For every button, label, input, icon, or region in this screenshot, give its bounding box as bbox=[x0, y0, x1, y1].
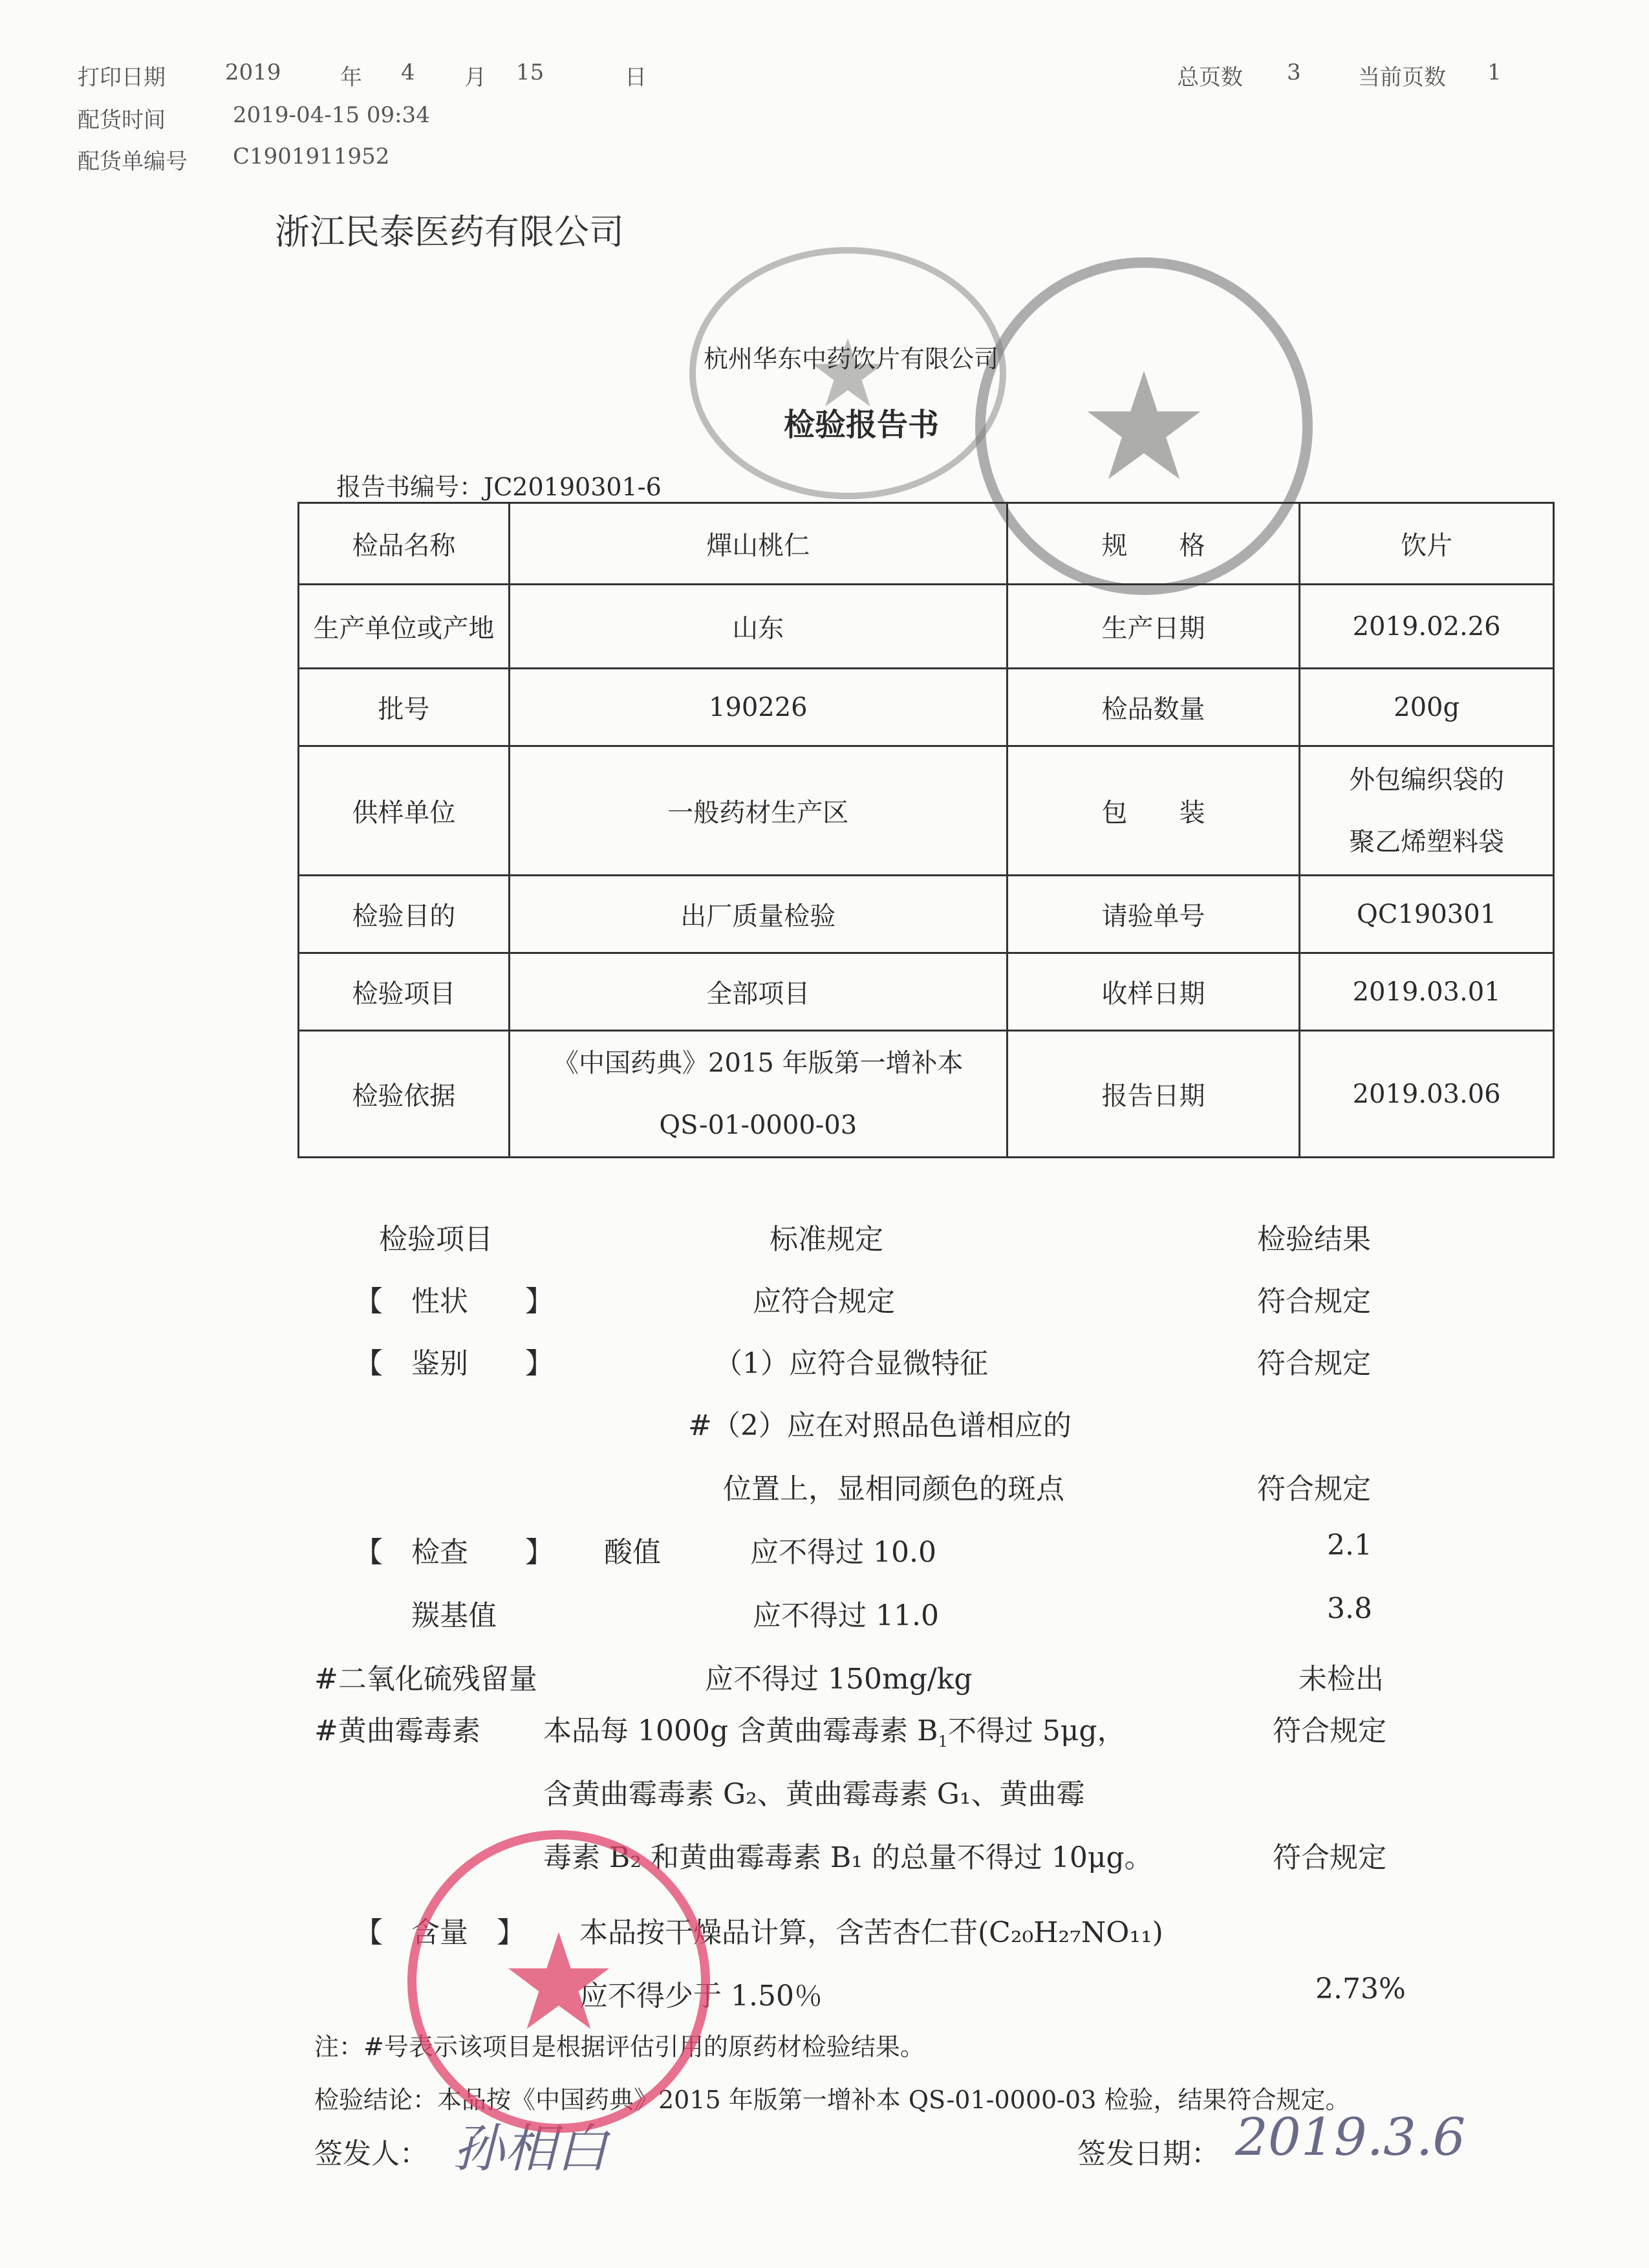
results-header-result: 检验结果 bbox=[1257, 1223, 1371, 1256]
item-acid-value: 酸值 bbox=[604, 1536, 661, 1569]
label-cell: 规 格 bbox=[1007, 503, 1300, 585]
print-month: 4 bbox=[401, 59, 415, 85]
label-cell: 检品名称 bbox=[299, 503, 510, 585]
res-aflatoxin-2: 符合规定 bbox=[1273, 1841, 1386, 1874]
std-identification-2: #（2）应在对照品色谱相应的 bbox=[688, 1409, 1072, 1442]
item-content: 【 含量 】 bbox=[354, 1916, 525, 1949]
sign-date-label: 签发日期： bbox=[1077, 2137, 1220, 2170]
value-cell: QC190301 bbox=[1300, 876, 1554, 953]
item-check: 【 检查 】 bbox=[354, 1536, 554, 1569]
basis-line-2: QS-01-0000-03 bbox=[659, 1110, 857, 1140]
star-icon bbox=[1083, 365, 1205, 488]
label-cell: 报告日期 bbox=[1007, 1031, 1300, 1158]
label-cell: 检验目的 bbox=[299, 876, 510, 953]
item-appearance: 【 性状 】 bbox=[354, 1285, 554, 1318]
company-name: 浙江民泰医药有限公司 bbox=[275, 211, 624, 252]
std-aflatoxin-2: 含黄曲霉毒素 G₂、黄曲霉毒素 G₁、黄曲霉 bbox=[543, 1778, 1085, 1811]
results-header-standard: 标准规定 bbox=[770, 1223, 883, 1256]
std-so2-residue: 应不得过 150mg/kg bbox=[705, 1663, 973, 1696]
issuer-name: 杭州华东中药饮片有限公司 bbox=[704, 345, 999, 373]
table-row bbox=[299, 503, 1554, 585]
report-title: 检验报告书 bbox=[784, 407, 940, 443]
signer-signature: 孙相白 bbox=[453, 2119, 608, 2179]
label-cell: 生产日期 bbox=[1007, 585, 1300, 669]
res-identification-2: 符合规定 bbox=[1257, 1473, 1371, 1506]
total-pages: 3 bbox=[1287, 59, 1301, 85]
res-content: 2.73% bbox=[1315, 1972, 1406, 2005]
value-cell: 2019.03.06 bbox=[1300, 1031, 1554, 1158]
print-day: 15 bbox=[516, 59, 544, 85]
table-row bbox=[299, 876, 1554, 953]
value-cell: 一般药材生产区 bbox=[509, 746, 1007, 876]
total-pages-label: 总页数 bbox=[1177, 65, 1243, 91]
label-cell: 生产单位或产地 bbox=[299, 585, 510, 669]
label-cell: 批号 bbox=[299, 669, 510, 746]
table-row bbox=[299, 1031, 1554, 1158]
delivery-no-label: 配货单编号 bbox=[78, 149, 188, 175]
item-so2-residue: #二氧化硫残留量 bbox=[314, 1663, 537, 1696]
res-acid-value: 2.1 bbox=[1327, 1529, 1372, 1562]
res-appearance: 符合规定 bbox=[1257, 1285, 1371, 1318]
std-content-2: 应不得少于 1.50％ bbox=[579, 1980, 823, 2013]
footnote: 注：#号表示该项目是根据评估引用的原药材检验结果。 bbox=[314, 2033, 925, 2061]
day-char: 日 bbox=[625, 65, 647, 91]
star-icon bbox=[504, 1927, 614, 2036]
item-carbonyl-value: 羰基值 bbox=[411, 1599, 497, 1632]
b1-subscript: 1 bbox=[938, 1732, 948, 1751]
item-identification: 【 鉴别 】 bbox=[354, 1347, 554, 1380]
sign-date: 2019.3.6 bbox=[1235, 2107, 1466, 2167]
print-year: 2019 bbox=[225, 59, 281, 85]
label-cell: 检验依据 bbox=[299, 1031, 510, 1158]
label-cell: 供样单位 bbox=[299, 746, 510, 876]
basis-line-1: 《中国药典》2015 年版第一增补本 bbox=[553, 1048, 964, 1078]
delivery-no: C1901911952 bbox=[233, 144, 390, 169]
label-cell: 包 装 bbox=[1007, 746, 1300, 876]
delivery-time: 2019-04-15 09:34 bbox=[233, 102, 430, 128]
label-cell: 收样日期 bbox=[1007, 953, 1300, 1031]
signer-label: 签发人： bbox=[314, 2137, 428, 2170]
quality-stamp-red bbox=[407, 1830, 710, 2133]
value-cell: 全部项目 bbox=[509, 953, 1007, 1031]
conclusion: 检验结论：本品按《中国药典》2015 年版第一增补本 QS-01-0000-03 检验，结果符合规定。 bbox=[314, 2086, 1350, 2114]
value-cell: 饮片 bbox=[1300, 503, 1554, 585]
value-cell: 出厂质量检验 bbox=[509, 876, 1007, 953]
std-carbonyl-value: 应不得过 11.0 bbox=[753, 1599, 939, 1632]
value-cell: 200g bbox=[1300, 669, 1554, 746]
info-table bbox=[297, 502, 1555, 1158]
current-page-label: 当前页数 bbox=[1358, 65, 1446, 91]
label-cell: 检品数量 bbox=[1007, 669, 1300, 746]
item-aflatoxin: #黄曲霉毒素 bbox=[314, 1714, 480, 1747]
std-identification-2b: 位置上，显相同颜色的斑点 bbox=[723, 1473, 1064, 1506]
value-cell: 山东 bbox=[509, 585, 1007, 669]
month-char: 月 bbox=[464, 65, 486, 91]
value-cell: 2019.02.26 bbox=[1300, 585, 1554, 669]
current-page: 1 bbox=[1487, 59, 1502, 85]
std-acid-value: 应不得过 10.0 bbox=[750, 1536, 936, 1569]
report-number: 报告书编号：JC20190301-6 bbox=[336, 473, 662, 501]
std-identification-1: （1）应符合显微特征 bbox=[714, 1347, 988, 1380]
res-aflatoxin-1: 符合规定 bbox=[1273, 1714, 1386, 1747]
delivery-time-label: 配货时间 bbox=[78, 107, 166, 133]
table-row bbox=[299, 669, 1554, 746]
label-cell: 检验项目 bbox=[299, 953, 510, 1031]
value-cell: 190226 bbox=[509, 669, 1007, 746]
value-cell: 2019.03.01 bbox=[1300, 953, 1554, 1031]
value-cell bbox=[1300, 746, 1554, 876]
table-row bbox=[299, 953, 1554, 1031]
std-aflatoxin-1 bbox=[543, 1707, 1126, 1751]
std-aflatoxin-3: 毒素 B₂ 和黄曲霉毒素 B₁ 的总量不得过 10μg。 bbox=[543, 1841, 1153, 1874]
std-aflatoxin-1a: 本品每 1000g 含黄曲霉毒素 B bbox=[543, 1714, 938, 1747]
packaging-line-1: 外包编织袋的 bbox=[1349, 764, 1505, 795]
res-so2-residue: 未检出 bbox=[1299, 1663, 1384, 1696]
res-identification-1: 符合规定 bbox=[1257, 1347, 1371, 1380]
results-header-item: 检验项目 bbox=[379, 1223, 493, 1256]
table-row bbox=[299, 746, 1554, 876]
label-cell: 请验单号 bbox=[1007, 876, 1300, 953]
value-cell: 燀山桃仁 bbox=[509, 503, 1007, 585]
table-row bbox=[299, 585, 1554, 669]
print-date-label: 打印日期 bbox=[78, 65, 166, 91]
std-aflatoxin-1b: 不得过 5μg， bbox=[947, 1714, 1126, 1747]
packaging-line-2: 聚乙烯塑料袋 bbox=[1349, 826, 1505, 857]
std-appearance: 应符合规定 bbox=[753, 1285, 895, 1318]
std-content-1: 本品按干燥品计算，含苦杏仁苷(C₂₀H₂₇NO₁₁) bbox=[579, 1916, 1163, 1949]
res-carbonyl-value: 3.8 bbox=[1327, 1592, 1372, 1625]
year-char: 年 bbox=[340, 65, 362, 91]
value-cell bbox=[509, 1031, 1007, 1158]
